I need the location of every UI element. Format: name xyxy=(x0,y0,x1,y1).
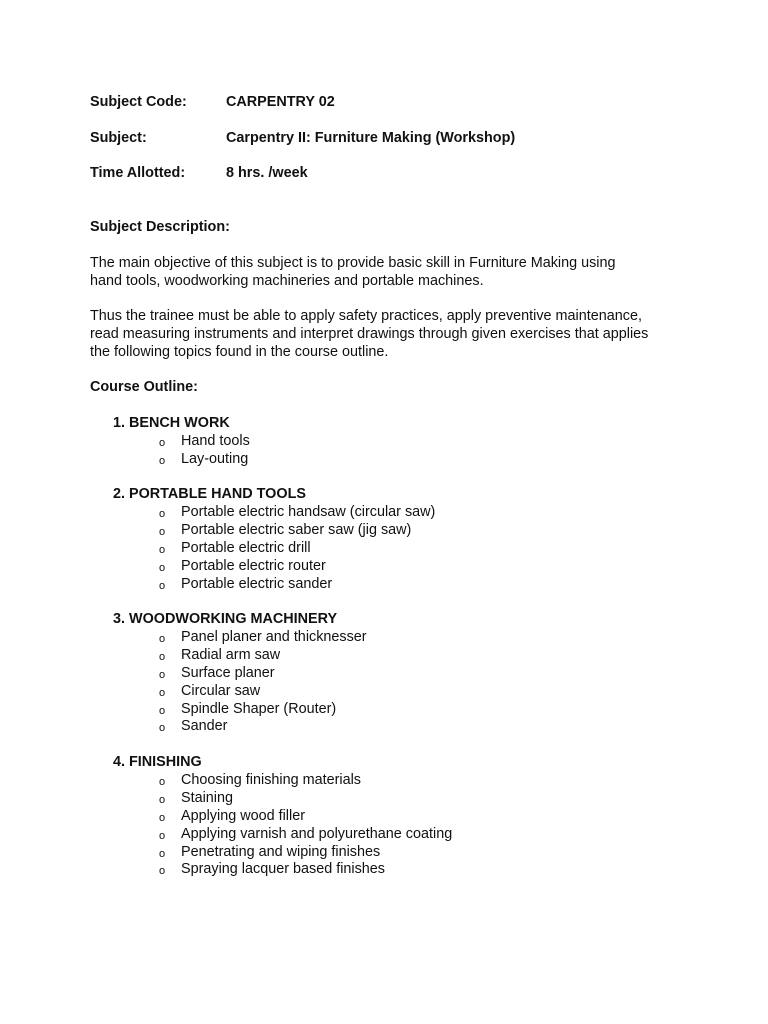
list-item xyxy=(0,843,768,861)
list-item xyxy=(0,575,768,593)
time-allotted-label: Time Allotted: xyxy=(90,165,186,181)
outline-section-title: 1. BENCH WORK xyxy=(113,415,230,431)
list-item-text: Portable electric saber saw (jig saw) xyxy=(181,521,412,538)
outline-item-list xyxy=(0,771,768,878)
list-item xyxy=(0,717,768,735)
outline-item-list xyxy=(0,628,768,735)
list-item xyxy=(0,503,768,521)
bullet-icon: o xyxy=(159,686,166,699)
bullet-icon: o xyxy=(159,793,166,806)
list-item-text: Choosing finishing materials xyxy=(181,772,361,788)
bullet-icon: o xyxy=(159,437,166,449)
bullet-icon: o xyxy=(159,633,166,645)
subject-label: Subject: xyxy=(90,130,147,146)
outline-section-title: 3. WOODWORKING MACHINERY xyxy=(113,611,338,627)
bullet-icon: o xyxy=(159,722,166,735)
bullet-icon: o xyxy=(159,579,166,592)
time-allotted-value: 8 hrs. /week xyxy=(226,165,308,181)
paragraph-line: the following topics found in the course outline. xyxy=(90,344,389,360)
subject-value: Carpentry II: Furniture Making (Workshop) xyxy=(226,130,516,146)
subject-row xyxy=(90,129,515,147)
list-item xyxy=(0,646,768,664)
bullet-icon: o xyxy=(159,508,166,520)
subject-code-row xyxy=(90,93,335,111)
list-item-text: Applying varnish and polyurethane coating xyxy=(181,825,453,842)
paragraph-line: read measuring instruments and interpret drawings through given exercises that applies xyxy=(90,326,649,342)
list-item-text: Applying wood filler xyxy=(181,807,305,824)
list-item-text: Surface planer xyxy=(181,664,275,681)
bullet-icon: o xyxy=(159,776,166,788)
outline-item-list xyxy=(0,503,768,592)
list-item xyxy=(0,860,768,878)
list-item-text: Spraying lacquer based finishes xyxy=(181,861,385,878)
list-item-text: Portable electric router xyxy=(181,557,326,574)
bullet-icon: o xyxy=(159,865,166,878)
list-item-text: Portable electric sander xyxy=(181,575,333,592)
list-item xyxy=(0,789,768,807)
list-item xyxy=(0,432,768,450)
outline-item-list xyxy=(0,432,768,468)
list-item-text: Circular saw xyxy=(181,682,261,699)
list-item-text: Radial arm saw xyxy=(181,646,281,663)
list-item xyxy=(0,664,768,682)
bullet-icon: o xyxy=(159,650,166,663)
list-item xyxy=(0,807,768,825)
list-item-text: Panel planer and thicknesser xyxy=(181,629,367,645)
list-item xyxy=(0,450,768,468)
outline-section-title: 4. FINISHING xyxy=(113,754,202,770)
bullet-icon: o xyxy=(159,829,166,842)
subject-code-label: Subject Code: xyxy=(90,94,187,110)
list-item xyxy=(0,771,768,789)
list-item-text: Portable electric handsaw (circular saw) xyxy=(181,504,436,520)
course-outline-heading: Course Outline: xyxy=(90,379,198,395)
list-item xyxy=(0,521,768,539)
list-item-text: Lay-outing xyxy=(181,450,249,467)
subject-code-value: CARPENTRY 02 xyxy=(226,94,335,110)
list-item xyxy=(0,700,768,718)
bullet-icon: o xyxy=(159,561,166,574)
paragraph-line: hand tools, woodworking machineries and portable machines. xyxy=(90,273,484,289)
list-item xyxy=(0,557,768,575)
paragraph-line: The main objective of this subject is to provide basic skill in Furniture Making using xyxy=(90,255,616,271)
bullet-icon: o xyxy=(159,454,166,467)
description-paragraph-1 xyxy=(90,254,690,290)
bullet-icon: o xyxy=(159,543,166,556)
paragraph-line: Thus the trainee must be able to apply safety practices, apply preventive maintenance, xyxy=(90,308,642,324)
bullet-icon: o xyxy=(159,668,166,681)
list-item-text: Hand tools xyxy=(181,433,250,449)
list-item-text: Spindle Shaper (Router) xyxy=(181,700,337,717)
bullet-icon: o xyxy=(159,847,166,860)
time-allotted-row xyxy=(90,164,308,182)
list-item-text: Staining xyxy=(181,789,234,806)
list-item xyxy=(0,825,768,843)
bullet-icon: o xyxy=(159,811,166,824)
list-item-text: Portable electric drill xyxy=(181,539,311,556)
list-item-text: Sander xyxy=(181,718,228,735)
subject-description-heading: Subject Description: xyxy=(90,219,230,235)
list-item-text: Penetrating and wiping finishes xyxy=(181,843,381,860)
bullet-icon: o xyxy=(159,704,166,717)
list-item xyxy=(0,539,768,557)
list-item xyxy=(0,682,768,700)
outline-section-title: 2. PORTABLE HAND TOOLS xyxy=(113,486,306,502)
list-item xyxy=(0,628,768,646)
bullet-icon: o xyxy=(159,525,166,538)
description-paragraph-2 xyxy=(90,307,690,361)
